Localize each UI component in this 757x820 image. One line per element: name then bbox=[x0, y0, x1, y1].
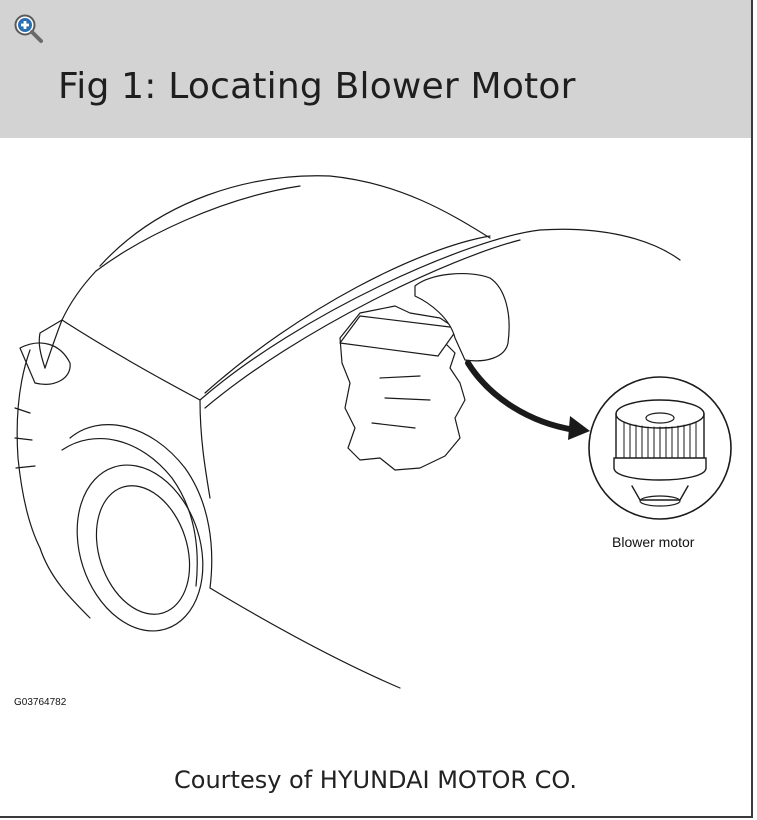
callout-arrow-shaft bbox=[468, 363, 575, 430]
a-pillar bbox=[45, 271, 96, 368]
car-line-drawing bbox=[0, 138, 751, 738]
front-fender bbox=[17, 350, 40, 548]
side-panel bbox=[200, 400, 210, 498]
front-wheel bbox=[57, 449, 224, 648]
image-code: G03764782 bbox=[14, 697, 67, 708]
blower-motor-label: Blower motor bbox=[612, 534, 695, 550]
lower-body bbox=[40, 548, 90, 618]
body-side-2 bbox=[39, 320, 62, 368]
rocker-line bbox=[210, 588, 400, 688]
callout-arrowhead bbox=[568, 416, 590, 440]
fender-arch bbox=[70, 425, 212, 588]
blower-motor-icon bbox=[614, 400, 706, 506]
figure-title: Fig 1: Locating Blower Motor bbox=[58, 66, 576, 107]
body-side bbox=[62, 320, 200, 400]
figure-header bbox=[0, 0, 751, 138]
zoom-in-icon[interactable] bbox=[12, 12, 46, 44]
front-wheel-rim bbox=[81, 474, 205, 627]
headlamp bbox=[20, 343, 70, 384]
courtesy-caption: Courtesy of HYUNDAI MOTOR CO. bbox=[174, 766, 577, 794]
